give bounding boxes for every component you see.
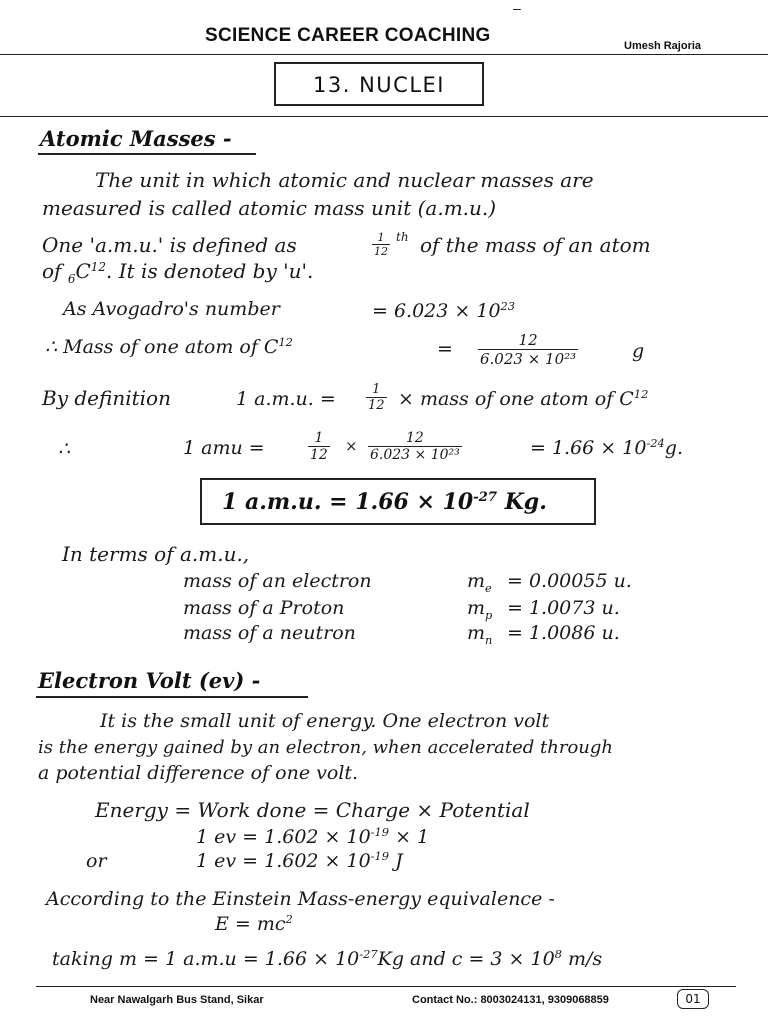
fraction-one-twelfth (372, 231, 390, 258)
emc-equation (215, 913, 293, 935)
fraction-one-twelfth (366, 382, 387, 413)
proton-mass-label: mass of a Proton (183, 597, 345, 619)
neutron-mass-label: mass of a neutron (183, 622, 356, 644)
electron-mass-label: mass of an electron (183, 570, 372, 592)
header-author: Umesh Rajoria (624, 40, 702, 52)
neutron-mass-symbol (467, 622, 493, 647)
mass-line (45, 336, 293, 358)
taking-line (52, 948, 602, 970)
mass-fraction (478, 331, 578, 368)
text: 1 a.m.u. = 1.66 × 10 (222, 489, 474, 515)
header-rule-top (0, 54, 768, 55)
exponent: -27 (473, 490, 498, 506)
footer-address: Near Nawalgarh Bus Stand, Sikar (90, 994, 264, 1006)
text: ∴ Mass of one atom of C (45, 336, 279, 358)
heading-underline (36, 696, 308, 698)
text: 1 ev = 1.602 × 10 (196, 826, 371, 848)
fraction-numerator: 1 (366, 382, 387, 398)
para-line: measured is called atomic mass unit (a.m.u.) (42, 196, 497, 220)
footer-contact: Contact No.: 8003024131, 9309068859 (412, 994, 609, 1006)
exponent: 2 (285, 912, 293, 927)
avogadro-value (372, 300, 515, 322)
text: taking m = 1 a.m.u = 1.66 × 10 (52, 948, 360, 970)
text: . It is denoted by 'u'. (106, 259, 314, 283)
fraction-numerator: 1 (308, 430, 330, 447)
text: × mass of one atom of C (398, 388, 634, 410)
mass-fraction (368, 430, 462, 463)
carbon-symbol: C (75, 259, 91, 283)
symbol: m (467, 597, 486, 619)
section-heading-atomic-masses: Atomic Masses - (40, 126, 232, 151)
section-heading-electron-volt: Electron Volt (ev) - (38, 668, 261, 693)
terms-intro: In terms of a.m.u., (62, 542, 250, 566)
superscript: 12 (90, 259, 107, 274)
symbol: m (467, 622, 486, 644)
text: = 6.023 × 10 (372, 300, 501, 322)
superscript: 12 (633, 387, 649, 402)
subscript: e (485, 580, 492, 595)
symbol: m (467, 570, 486, 592)
fraction-denominator: 12 (310, 447, 328, 463)
page-number: 01 (677, 989, 709, 1009)
fraction-numerator: 12 (478, 331, 578, 350)
fraction-denominator: 12 (374, 245, 388, 258)
therefore-symbol: ∴ (58, 438, 71, 460)
unit: J (395, 850, 403, 872)
ev-equation-2 (196, 850, 403, 872)
amu-result (530, 437, 683, 459)
para-line: It is the small unit of energy. One electron volt (100, 710, 550, 732)
text: 1 ev = 1.602 × 10 (196, 850, 371, 872)
exponent: 8 (554, 947, 562, 962)
header-title: SCIENCE CAREER COACHING (205, 25, 491, 46)
heading-underline (38, 153, 256, 155)
text: E = mc (215, 913, 286, 935)
electron-mass-value: = 0.00055 u. (507, 570, 632, 592)
proton-mass-symbol (467, 597, 493, 622)
subscript: p (485, 607, 493, 622)
energy-equation: Energy = Work done = Charge × Potential (95, 798, 530, 822)
electron-mass-symbol (467, 570, 492, 595)
by-definition-label: By definition (42, 386, 171, 410)
para-line: is the energy gained by an electron, when accelerated through (38, 737, 614, 758)
fraction-numerator: 1 (372, 231, 390, 245)
exponent: -27 (359, 947, 378, 962)
amu-calc-label: 1 amu = (183, 437, 265, 459)
text: of (42, 259, 62, 283)
exponent: -24 (646, 436, 665, 451)
neutron-mass-value: = 1.0086 u. (507, 622, 620, 644)
exponent: 23 (500, 299, 516, 314)
superscript-th: th (396, 230, 409, 244)
presubscript: 6 (67, 272, 76, 286)
text: × 1 (395, 826, 430, 848)
einstein-line: According to the Einstein Mass-energy equivalence - (46, 888, 555, 910)
unit: g. (664, 437, 683, 459)
header-dash: – (513, 0, 521, 16)
exponent: -19 (370, 825, 390, 840)
para-line: The unit in which atomic and nuclear masses are (95, 168, 594, 192)
definition-line2 (42, 259, 314, 286)
text: = 1.66 × 10 (530, 437, 647, 459)
unit-gram: g (632, 340, 645, 362)
proton-mass-value: = 1.0073 u. (507, 597, 620, 619)
para-line: a potential difference of one volt. (38, 762, 359, 784)
fraction-one-twelfth (308, 430, 330, 463)
unit: Kg. (504, 489, 547, 515)
times-sign: × (345, 437, 358, 455)
equals-sign: = (437, 338, 453, 360)
fraction-denominator: 12 (368, 398, 385, 413)
text: Kg and c = 3 × 10 (377, 948, 555, 970)
ev-equation-1 (196, 826, 429, 848)
by-definition-post (398, 388, 648, 410)
chapter-title: 13. NUCLEI (274, 62, 484, 106)
fraction-numerator: 12 (368, 430, 462, 447)
fraction-denominator: 6.023 × 10²³ (370, 447, 460, 463)
or-label: or (86, 850, 107, 872)
fraction-denominator: 6.023 × 10²³ (480, 350, 577, 368)
definition-text: of the mass of an atom (420, 233, 651, 257)
definition-text: One 'a.m.u.' is defined as (42, 233, 297, 257)
by-definition-eq: 1 a.m.u. = (236, 388, 336, 410)
avogadro-label: As Avogadro's number (63, 298, 280, 320)
boxed-result (222, 489, 547, 515)
unit: m/s (568, 948, 603, 970)
exponent: -19 (370, 849, 390, 864)
footer-rule (36, 986, 736, 987)
header-rule-bottom (0, 116, 768, 117)
subscript: n (485, 632, 493, 647)
superscript: 12 (278, 335, 293, 350)
